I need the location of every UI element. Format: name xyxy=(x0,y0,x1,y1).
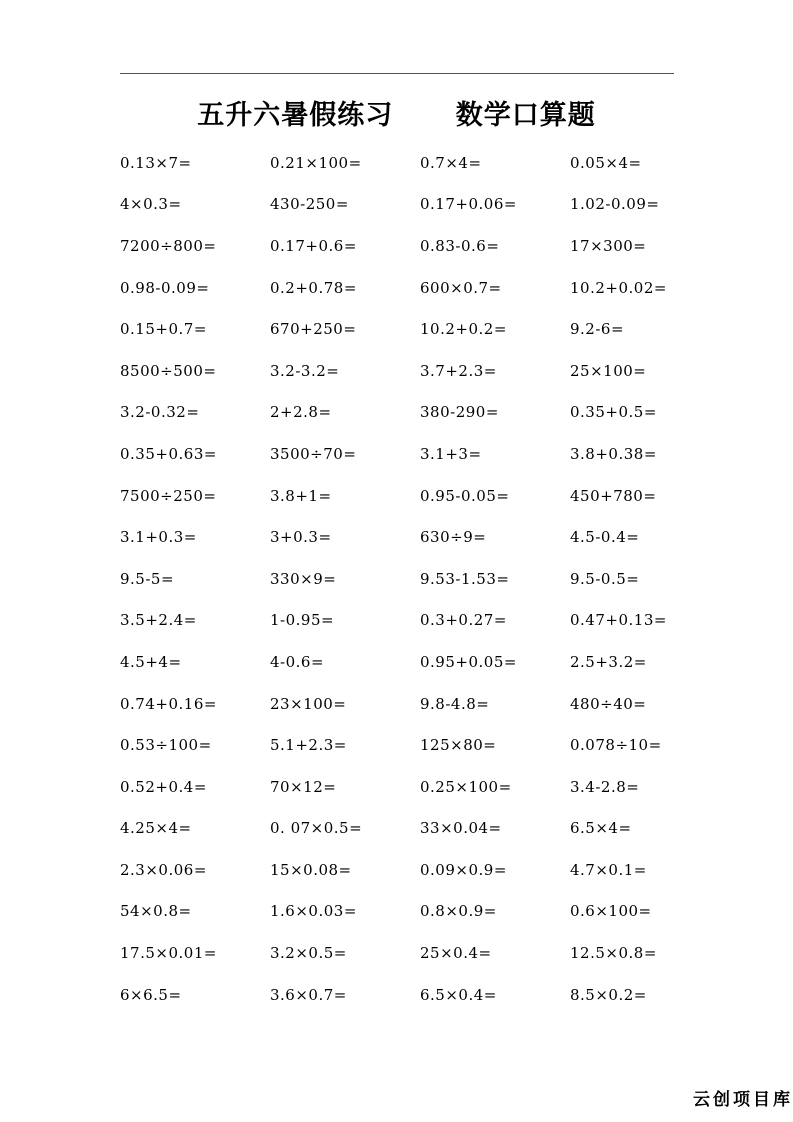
problem-cell: 7500÷250= xyxy=(120,486,217,505)
problem-row xyxy=(120,350,680,392)
problem-row xyxy=(120,516,680,558)
problem-cell: 430-250= xyxy=(270,195,349,214)
problem-cell: 1-0.95= xyxy=(270,611,335,630)
problem-cell: 4.25×4= xyxy=(120,819,192,838)
problem-cell: 70×12= xyxy=(270,777,337,796)
problem-cell: 0.13×7= xyxy=(120,153,192,172)
problem-row xyxy=(120,683,680,725)
problem-cell: 23×100= xyxy=(270,694,347,713)
problem-cell: 4.5+4= xyxy=(120,652,182,671)
problem-cell: 8.5×0.2= xyxy=(570,985,647,1004)
problem-row xyxy=(120,724,680,766)
problem-grid xyxy=(120,142,680,1015)
problem-cell: 0.17+0.06= xyxy=(420,195,517,214)
problem-cell: 0.83-0.6= xyxy=(420,236,500,255)
problem-cell: 3.1+3= xyxy=(420,444,482,463)
problem-cell: 2.3×0.06= xyxy=(120,860,207,879)
problem-cell: 5.1+2.3= xyxy=(270,736,347,755)
problem-row xyxy=(120,433,680,475)
problem-cell: 0.52+0.4= xyxy=(120,777,207,796)
problem-cell: 480÷40= xyxy=(570,694,647,713)
problem-cell: 3.5+2.4= xyxy=(120,611,197,630)
problem-cell: 0.53÷100= xyxy=(120,736,212,755)
problem-cell: 0.98-0.09= xyxy=(120,278,210,297)
problem-cell: 9.53-1.53= xyxy=(420,569,510,588)
problem-row xyxy=(120,766,680,808)
problem-cell: 600×0.7= xyxy=(420,278,502,297)
problem-cell: 3.6×0.7= xyxy=(270,985,347,1004)
problem-cell: 3.8+0.38= xyxy=(570,444,657,463)
problem-cell: 10.2+0.02= xyxy=(570,278,667,297)
problem-cell: 0.8×0.9= xyxy=(420,902,497,921)
problem-cell: 4.5-0.4= xyxy=(570,528,640,547)
problem-row xyxy=(120,392,680,434)
footer-brand: 云创项目库 xyxy=(693,1090,793,1110)
problem-row xyxy=(120,267,680,309)
problem-cell: 54×0.8= xyxy=(120,902,192,921)
problem-cell: 330×9= xyxy=(270,569,337,588)
problem-cell: 0.95+0.05= xyxy=(420,652,517,671)
problem-cell: 2+2.8= xyxy=(270,403,332,422)
problem-row xyxy=(120,974,680,1016)
problem-cell: 0.25×100= xyxy=(420,777,512,796)
problem-cell: 6.5×0.4= xyxy=(420,985,497,1004)
problem-cell: 15×0.08= xyxy=(270,860,352,879)
problem-cell: 9.5-5= xyxy=(120,569,175,588)
problem-cell: 9.8-4.8= xyxy=(420,694,490,713)
problem-cell: 450+780= xyxy=(570,486,657,505)
problem-cell: 0.21×100= xyxy=(270,153,362,172)
problem-cell: 12.5×0.8= xyxy=(570,944,657,963)
problem-row xyxy=(120,184,680,226)
problem-cell: 0.09×0.9= xyxy=(420,860,507,879)
problem-cell: 630÷9= xyxy=(420,528,487,547)
problem-cell: 0.3+0.27= xyxy=(420,611,507,630)
problem-cell: 0.47+0.13= xyxy=(570,611,667,630)
problem-cell: 0.15+0.7= xyxy=(120,320,207,339)
problem-row xyxy=(120,891,680,933)
problem-cell: 0.078÷10= xyxy=(570,736,662,755)
problem-cell: 8500÷500= xyxy=(120,361,217,380)
problem-row xyxy=(120,475,680,517)
problem-cell: 25×100= xyxy=(570,361,647,380)
problem-cell: 9.5-0.5= xyxy=(570,569,640,588)
problem-row xyxy=(120,142,680,184)
problem-cell: 17.5×0.01= xyxy=(120,944,217,963)
problem-cell: 0.35+0.5= xyxy=(570,403,657,422)
problem-cell: 33×0.04= xyxy=(420,819,502,838)
problem-cell: 1.6×0.03= xyxy=(270,902,357,921)
problem-cell: 25×0.4= xyxy=(420,944,492,963)
problem-cell: 0.2+0.78= xyxy=(270,278,357,297)
problem-cell: 4-0.6= xyxy=(270,652,325,671)
problem-cell: 6×6.5= xyxy=(120,985,182,1004)
problem-cell: 0.6×100= xyxy=(570,902,652,921)
problem-cell: 17×300= xyxy=(570,236,647,255)
problem-cell: 3.2×0.5= xyxy=(270,944,347,963)
problem-cell: 0.7×4= xyxy=(420,153,482,172)
problem-cell: 10.2+0.2= xyxy=(420,320,507,339)
problem-cell: 670+250= xyxy=(270,320,357,339)
problem-cell: 0. 07×0.5= xyxy=(270,819,363,838)
problem-row xyxy=(120,225,680,267)
problem-cell: 3.1+0.3= xyxy=(120,528,197,547)
problem-row xyxy=(120,308,680,350)
problem-row xyxy=(120,808,680,850)
problem-cell: 3.2-0.32= xyxy=(120,403,200,422)
problem-cell: 0.17+0.6= xyxy=(270,236,357,255)
problem-cell: 3500÷70= xyxy=(270,444,357,463)
problem-row xyxy=(120,558,680,600)
problem-cell: 0.35+0.63= xyxy=(120,444,217,463)
problem-row xyxy=(120,600,680,642)
problem-cell: 2.5+3.2= xyxy=(570,652,647,671)
problem-cell: 380-290= xyxy=(420,403,499,422)
problem-cell: 3.7+2.3= xyxy=(420,361,497,380)
problem-cell: 3.4-2.8= xyxy=(570,777,640,796)
page-title: 五升六暑假练习 数学口算题 xyxy=(197,100,596,131)
problem-cell: 6.5×4= xyxy=(570,819,632,838)
problem-cell: 3.8+1= xyxy=(270,486,332,505)
problem-cell: 0.05×4= xyxy=(570,153,642,172)
problem-cell: 1.02-0.09= xyxy=(570,195,660,214)
problem-cell: 3.2-3.2= xyxy=(270,361,340,380)
problem-cell: 125×80= xyxy=(420,736,497,755)
problem-cell: 0.74+0.16= xyxy=(120,694,217,713)
problem-row xyxy=(120,641,680,683)
problem-cell: 0.95-0.05= xyxy=(420,486,510,505)
problem-cell: 7200÷800= xyxy=(120,236,217,255)
problem-cell: 3+0.3= xyxy=(270,528,332,547)
header-rule xyxy=(120,73,674,74)
problem-row xyxy=(120,932,680,974)
problem-cell: 9.2-6= xyxy=(570,320,625,339)
problem-row xyxy=(120,849,680,891)
problem-cell: 4×0.3= xyxy=(120,195,182,214)
problem-cell: 4.7×0.1= xyxy=(570,860,647,879)
